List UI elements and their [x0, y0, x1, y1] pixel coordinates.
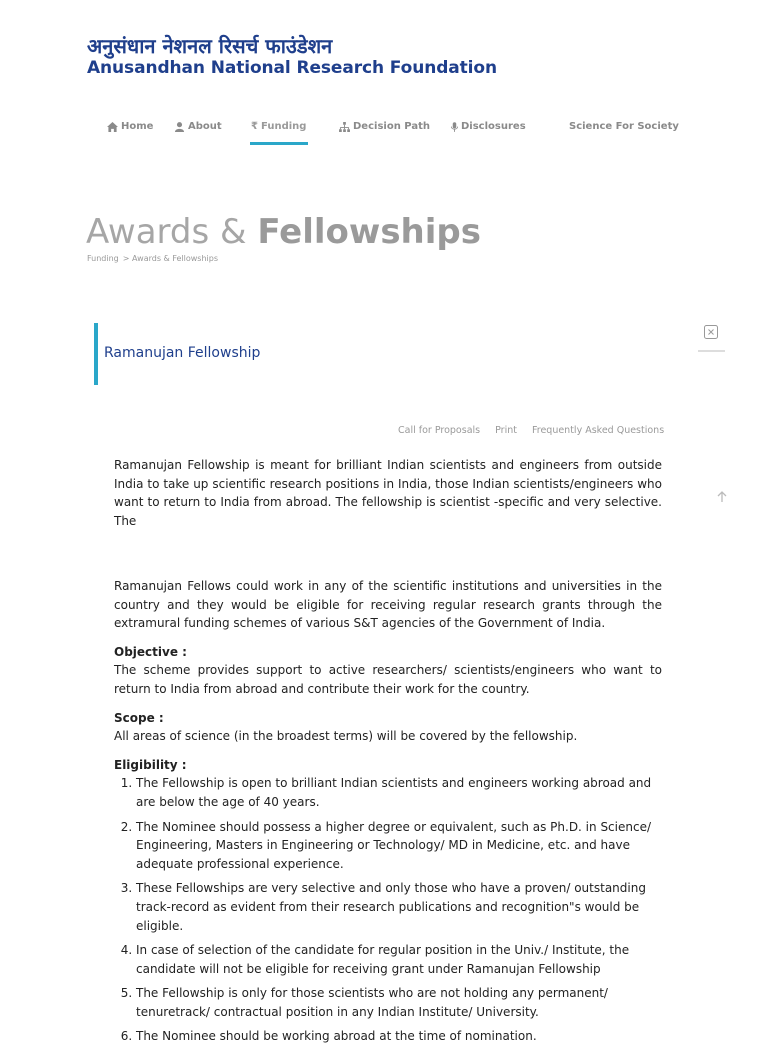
- nav-item-label: About: [188, 121, 222, 132]
- breadcrumb: [87, 254, 222, 263]
- section-links: [398, 425, 679, 436]
- print-link[interactable]: Print: [495, 425, 517, 436]
- eligibility-list: [114, 774, 662, 1046]
- main-nav: [0, 121, 768, 149]
- nav-item-science-for-society[interactable]: [569, 121, 679, 145]
- article-content: [114, 456, 662, 1052]
- rupee-icon: ₹: [251, 121, 258, 132]
- eligibility-heading: Eligibility :: [114, 757, 187, 772]
- nav-item-disclosures[interactable]: [451, 121, 526, 145]
- list-item: 1. The Fellowship is open to brilliant Indian scientists and engineers working abroad and are below the age of 40 years.: [136, 774, 662, 811]
- breadcrumb-link-funding[interactable]: Funding: [87, 254, 119, 263]
- list-item: 6. The Nominee should be working abroad at the time of nomination.: [136, 1027, 662, 1046]
- close-panel-icon[interactable]: [704, 325, 718, 339]
- nav-item-label: Disclosures: [461, 121, 526, 132]
- intro-paragraph: Ramanujan Fellowship is meant for brilliant Indian scientists and engineers from outside India to take up scientific research positions in India, those Indian scientists/engineers who want to return to India from abroad. The fellowship is scientist -specific and very selective. The: [114, 458, 662, 528]
- scope-text: All areas of science (in the broadest terms) will be covered by the fellowship.: [114, 729, 578, 744]
- page-title-bold: Fellowships: [257, 212, 481, 252]
- home-icon: [107, 122, 118, 132]
- section-accent-bar: [94, 323, 98, 385]
- list-item: 4. In case of selection of the candidate for regular position in the Univ./ Institute, the candidate will not be eligible for receiving grant under Ramanujan Fellowship: [136, 941, 662, 978]
- nav-item-home[interactable]: [107, 121, 153, 145]
- nav-item-label: Decision Path: [353, 121, 430, 132]
- logo-english-text: Anusandhan National Research Foundation: [87, 58, 497, 78]
- scroll-to-top-icon[interactable]: [716, 490, 728, 504]
- section-title: Ramanujan Fellowship: [104, 345, 261, 361]
- nav-item-about[interactable]: [174, 121, 222, 145]
- nav-item-label: Home: [121, 121, 154, 132]
- content-spacer: [114, 512, 662, 577]
- nav-active-indicator: [250, 142, 308, 145]
- side-panel-divider: [698, 350, 725, 352]
- institutions-paragraph: Ramanujan Fellows could work in any of the scientific institutions and universities in the country and they would be eligible for receiving regular research grants through the extramural funding schemes of various S&T agencies of the Government of India.: [114, 579, 662, 631]
- objective-text: The scheme provides support to active researchers/ scientists/engineers who want to return to India from abroad and contribute their work for the country.: [114, 663, 662, 696]
- microphone-icon: [451, 122, 458, 132]
- list-item: 3. These Fellowships are very selective and only those who have a proven/ outstanding track-record as evident from their research publications and recognition"s would be eligible.: [136, 879, 662, 935]
- logo-hindi-text: अनुसंधान नेशनल रिसर्च फाउंडेशन: [87, 34, 333, 58]
- user-icon: [174, 122, 185, 132]
- page-title: [86, 212, 481, 252]
- breadcrumb-current: > Awards & Fellowships: [122, 254, 218, 263]
- nav-item-label: Funding: [261, 121, 307, 132]
- nav-item-label: Science For Society: [569, 121, 679, 132]
- list-item: 2. The Nominee should possess a higher degree or equivalent, such as Ph.D. in Science/ Engineering, Masters in Engineering or Technology/ MD in Medicine, etc. and have adequate professional experience.: [136, 818, 662, 874]
- objective-heading: Objective :: [114, 644, 187, 659]
- faq-link[interactable]: Frequently Asked Questions: [531, 425, 665, 436]
- call-for-proposals-link[interactable]: Call for Proposals: [398, 425, 481, 436]
- sitemap-icon: [339, 122, 350, 132]
- page-title-light: Awards &: [86, 212, 258, 252]
- list-item: 5. The Fellowship is only for those scientists who are not holding any permanent/ tenuretrack/ contractual position in any Indian Institute/ University.: [136, 984, 662, 1021]
- scope-heading: Scope :: [114, 710, 164, 725]
- site-logo[interactable]: [87, 34, 497, 79]
- nav-item-decision-path[interactable]: [339, 121, 430, 145]
